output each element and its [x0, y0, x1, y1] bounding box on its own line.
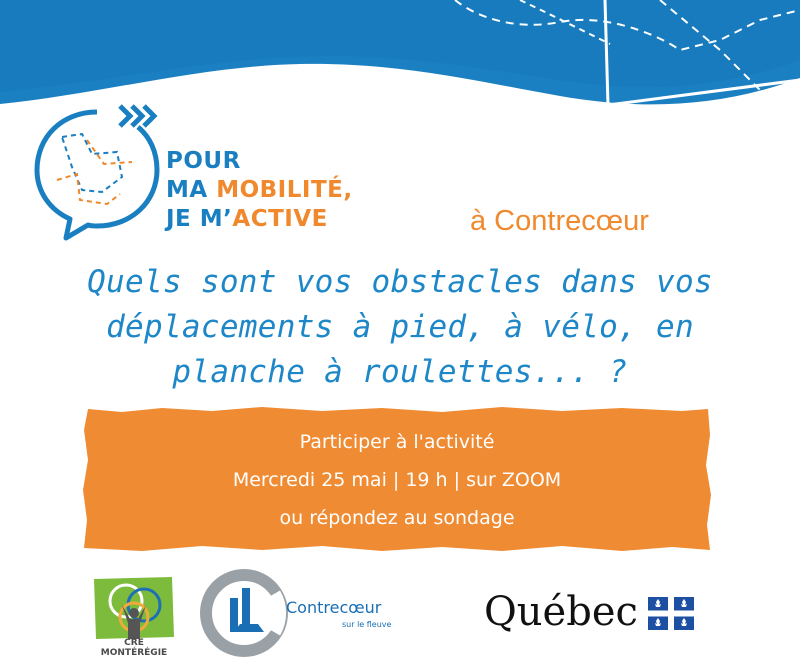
- question-text: [40, 260, 760, 395]
- banner-line3: ou répondez au sondage: [279, 507, 515, 529]
- quebec-wordmark: Québec: [484, 589, 638, 635]
- contrecoeur-logo: [200, 568, 288, 658]
- speech-bubble-map-logo: [22, 92, 172, 242]
- location-label: à Contrecœur: [470, 205, 649, 237]
- campaign-line3-a: JE M’: [166, 206, 233, 232]
- campaign-line3-b: ACTIVE: [232, 206, 328, 232]
- banner-line1: Participer à l'activité: [299, 431, 495, 453]
- question-line2: déplacements à pied, à vélo, en: [106, 309, 694, 345]
- campaign-title: [166, 147, 353, 234]
- quebec-flag-icon: [648, 597, 694, 630]
- contrecoeur-name: Contrecœur: [286, 598, 382, 617]
- campaign-line1: POUR: [166, 148, 241, 174]
- contrecoeur-tagline: sur le fleuve: [342, 620, 392, 629]
- cre-monteregie-label: CRE MONTÉRÉGIE: [100, 638, 168, 658]
- question-line1: Quels sont vos obstacles dans vos: [87, 264, 713, 300]
- campaign-line2-b: MOBILITÉ,: [216, 177, 353, 203]
- banner-line2: Mercredi 25 mai | 19 h | sur ZOOM: [232, 469, 562, 491]
- campaign-line2-a: MA: [166, 177, 217, 203]
- question-line3: planche à roulettes... ?: [172, 354, 628, 390]
- activity-banner[interactable]: [82, 405, 712, 553]
- banner-text: [82, 423, 712, 537]
